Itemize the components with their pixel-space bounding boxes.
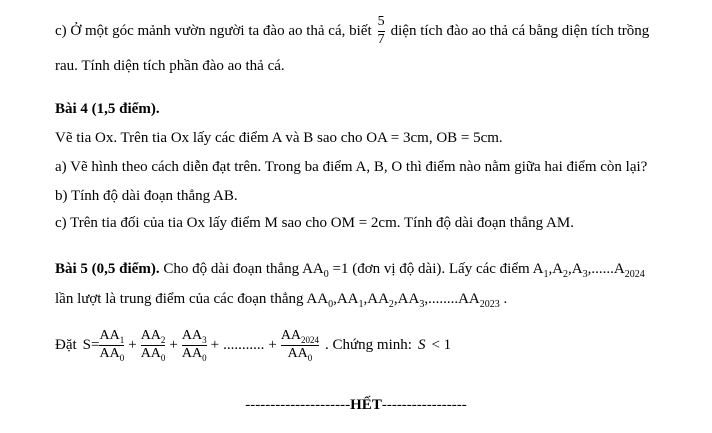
formula-term-4 <box>281 328 319 361</box>
formula-term-2 <box>141 328 166 361</box>
problem-5-line2 <box>55 291 698 308</box>
seg-AA2023-sub: 2023 <box>479 299 500 310</box>
segment-AA0: AA <box>302 261 324 277</box>
term-2-numerator <box>141 328 166 344</box>
problem-5-line1 <box>55 261 698 278</box>
term-2-num-sub: 2 <box>160 335 166 346</box>
problem-4-item-c: c) Trên tia đối của tia Ox lấy điểm M sao cho OM = 2cm. Tính độ dài đoạn thẳng AM. <box>55 215 574 231</box>
point-A3-sep: ,...... <box>587 261 614 277</box>
formula-tail: . Chứng minh: <box>325 336 412 353</box>
term-4-numerator <box>281 328 319 344</box>
term-4-num-sub: 2024 <box>301 335 320 346</box>
term-1-den-sub: 0 <box>119 352 125 363</box>
term-1-denominator <box>99 345 124 362</box>
term-1-num-base: AA <box>99 328 120 344</box>
seg-AA1: AA <box>336 291 359 307</box>
seg-AA0-sub: 0 <box>328 299 334 310</box>
term-2-num-base: AA <box>140 328 161 344</box>
formula-term-1 <box>99 328 124 361</box>
problem-5-text-1: Cho độ dài đoạn thẳng <box>159 261 303 277</box>
point-A1: A <box>532 261 544 277</box>
seg-AA2023-sep: . <box>499 291 508 307</box>
point-A2: A <box>552 261 564 277</box>
term-2-den-sub: 0 <box>160 352 166 363</box>
point-A2024: A <box>613 261 625 277</box>
point-A3: A <box>571 261 583 277</box>
plus-sign-3: + <box>210 336 220 353</box>
formula-term-3 <box>182 328 207 361</box>
seg-AA2: AA <box>367 291 389 307</box>
term-2-denominator <box>141 345 166 362</box>
seg-AA0: AA <box>306 291 329 307</box>
problem-3c-line1 <box>55 8 698 54</box>
problem-4-heading: Bài 4 (1,5 điểm). <box>55 101 160 117</box>
seg-AA1-sep: , <box>363 291 368 307</box>
term-4-den-sub: 0 <box>307 352 313 363</box>
seg-AA2-sub: 2 <box>388 299 394 310</box>
problem-3c-text-post: diện tích đào ao thả cá bằng diện tích trồng <box>390 22 650 39</box>
problem-3c-text-pre: c) Ở một góc mảnh vườn người ta đào ao thả cá, biết <box>55 22 372 39</box>
plus-sign-4: + <box>268 336 277 353</box>
point-A1-sep: , <box>548 261 553 277</box>
problem-4-item-a: a) Vẽ hình theo cách diễn đạt trên. Trong ba điểm A, B, O thì điểm nào nằm giữa hai điểm còn lại? <box>55 159 648 175</box>
problem-4-item-b: b) Tính độ dài đoạn thẳng AB. <box>55 188 238 204</box>
point-A2-sub: 2 <box>563 269 569 280</box>
problem-5-heading: Bài 5 (0,5 điểm). <box>55 261 160 277</box>
formula-s-equals: S= <box>82 336 100 353</box>
plus-sign-1: + <box>128 336 137 353</box>
seg-AA3-sep: ,........ <box>424 291 459 307</box>
fraction-numerator: 5 <box>377 14 385 30</box>
plus-sign-2: + <box>169 336 178 353</box>
problem-5-text-2: =1 (đơn vị độ dài). Lấy các điểm <box>328 261 533 277</box>
end-dashes-right: ----------------- <box>381 397 467 413</box>
term-1-numerator <box>99 328 124 344</box>
seg-AA2-sep: , <box>393 291 398 307</box>
end-label: HẾT <box>350 397 382 413</box>
term-3-den-base: AA <box>181 345 203 361</box>
point-A3-sub: 3 <box>582 269 588 280</box>
term-4-num-base: AA <box>280 328 302 344</box>
end-dashes-left: --------------------- <box>245 397 351 413</box>
seg-AA3: AA <box>397 291 420 307</box>
segment-AA0-sub: 0 <box>323 269 329 280</box>
fraction-denominator: 7 <box>377 31 385 47</box>
term-4-den-base: AA <box>287 345 308 361</box>
formula-lead: Đặt <box>55 336 77 353</box>
term-3-numerator <box>182 328 207 344</box>
term-3-denominator <box>182 345 207 362</box>
problem-3c-line2: rau. Tính diện tích phần đào ao thả cá. <box>55 58 285 74</box>
problem-5-text-3: lần lượt là trung điểm của các đoạn thẳng <box>55 291 307 307</box>
inequality: < 1 <box>431 336 452 353</box>
point-A2-sep: , <box>568 261 572 277</box>
term-3-num-sub: 3 <box>202 335 207 346</box>
term-2-den-base: AA <box>140 345 161 361</box>
problem-4-intro: Vẽ tia Ox. Trên tia Ox lấy các điểm A và B sao cho OA = 3cm, OB = 5cm. <box>55 130 503 146</box>
term-3-den-sub: 0 <box>202 352 207 363</box>
problem-5-formula <box>55 322 698 368</box>
end-marker <box>0 397 712 414</box>
seg-AA1-sub: 1 <box>358 299 364 310</box>
point-A1-sub: 1 <box>543 269 549 280</box>
fraction-5-7 <box>378 14 385 47</box>
term-3-num-base: AA <box>181 328 203 344</box>
term-1-num-sub: 1 <box>119 335 125 346</box>
seg-AA0-sep: , <box>333 291 337 307</box>
seg-AA2023: AA <box>458 291 480 307</box>
variable-S: S <box>417 336 426 353</box>
point-A2024-sub: 2024 <box>624 269 645 280</box>
formula-ellipsis: ........... <box>223 336 265 353</box>
seg-AA3-sub: 3 <box>419 299 425 310</box>
term-1-den-base: AA <box>99 345 120 361</box>
term-4-denominator <box>281 345 319 362</box>
